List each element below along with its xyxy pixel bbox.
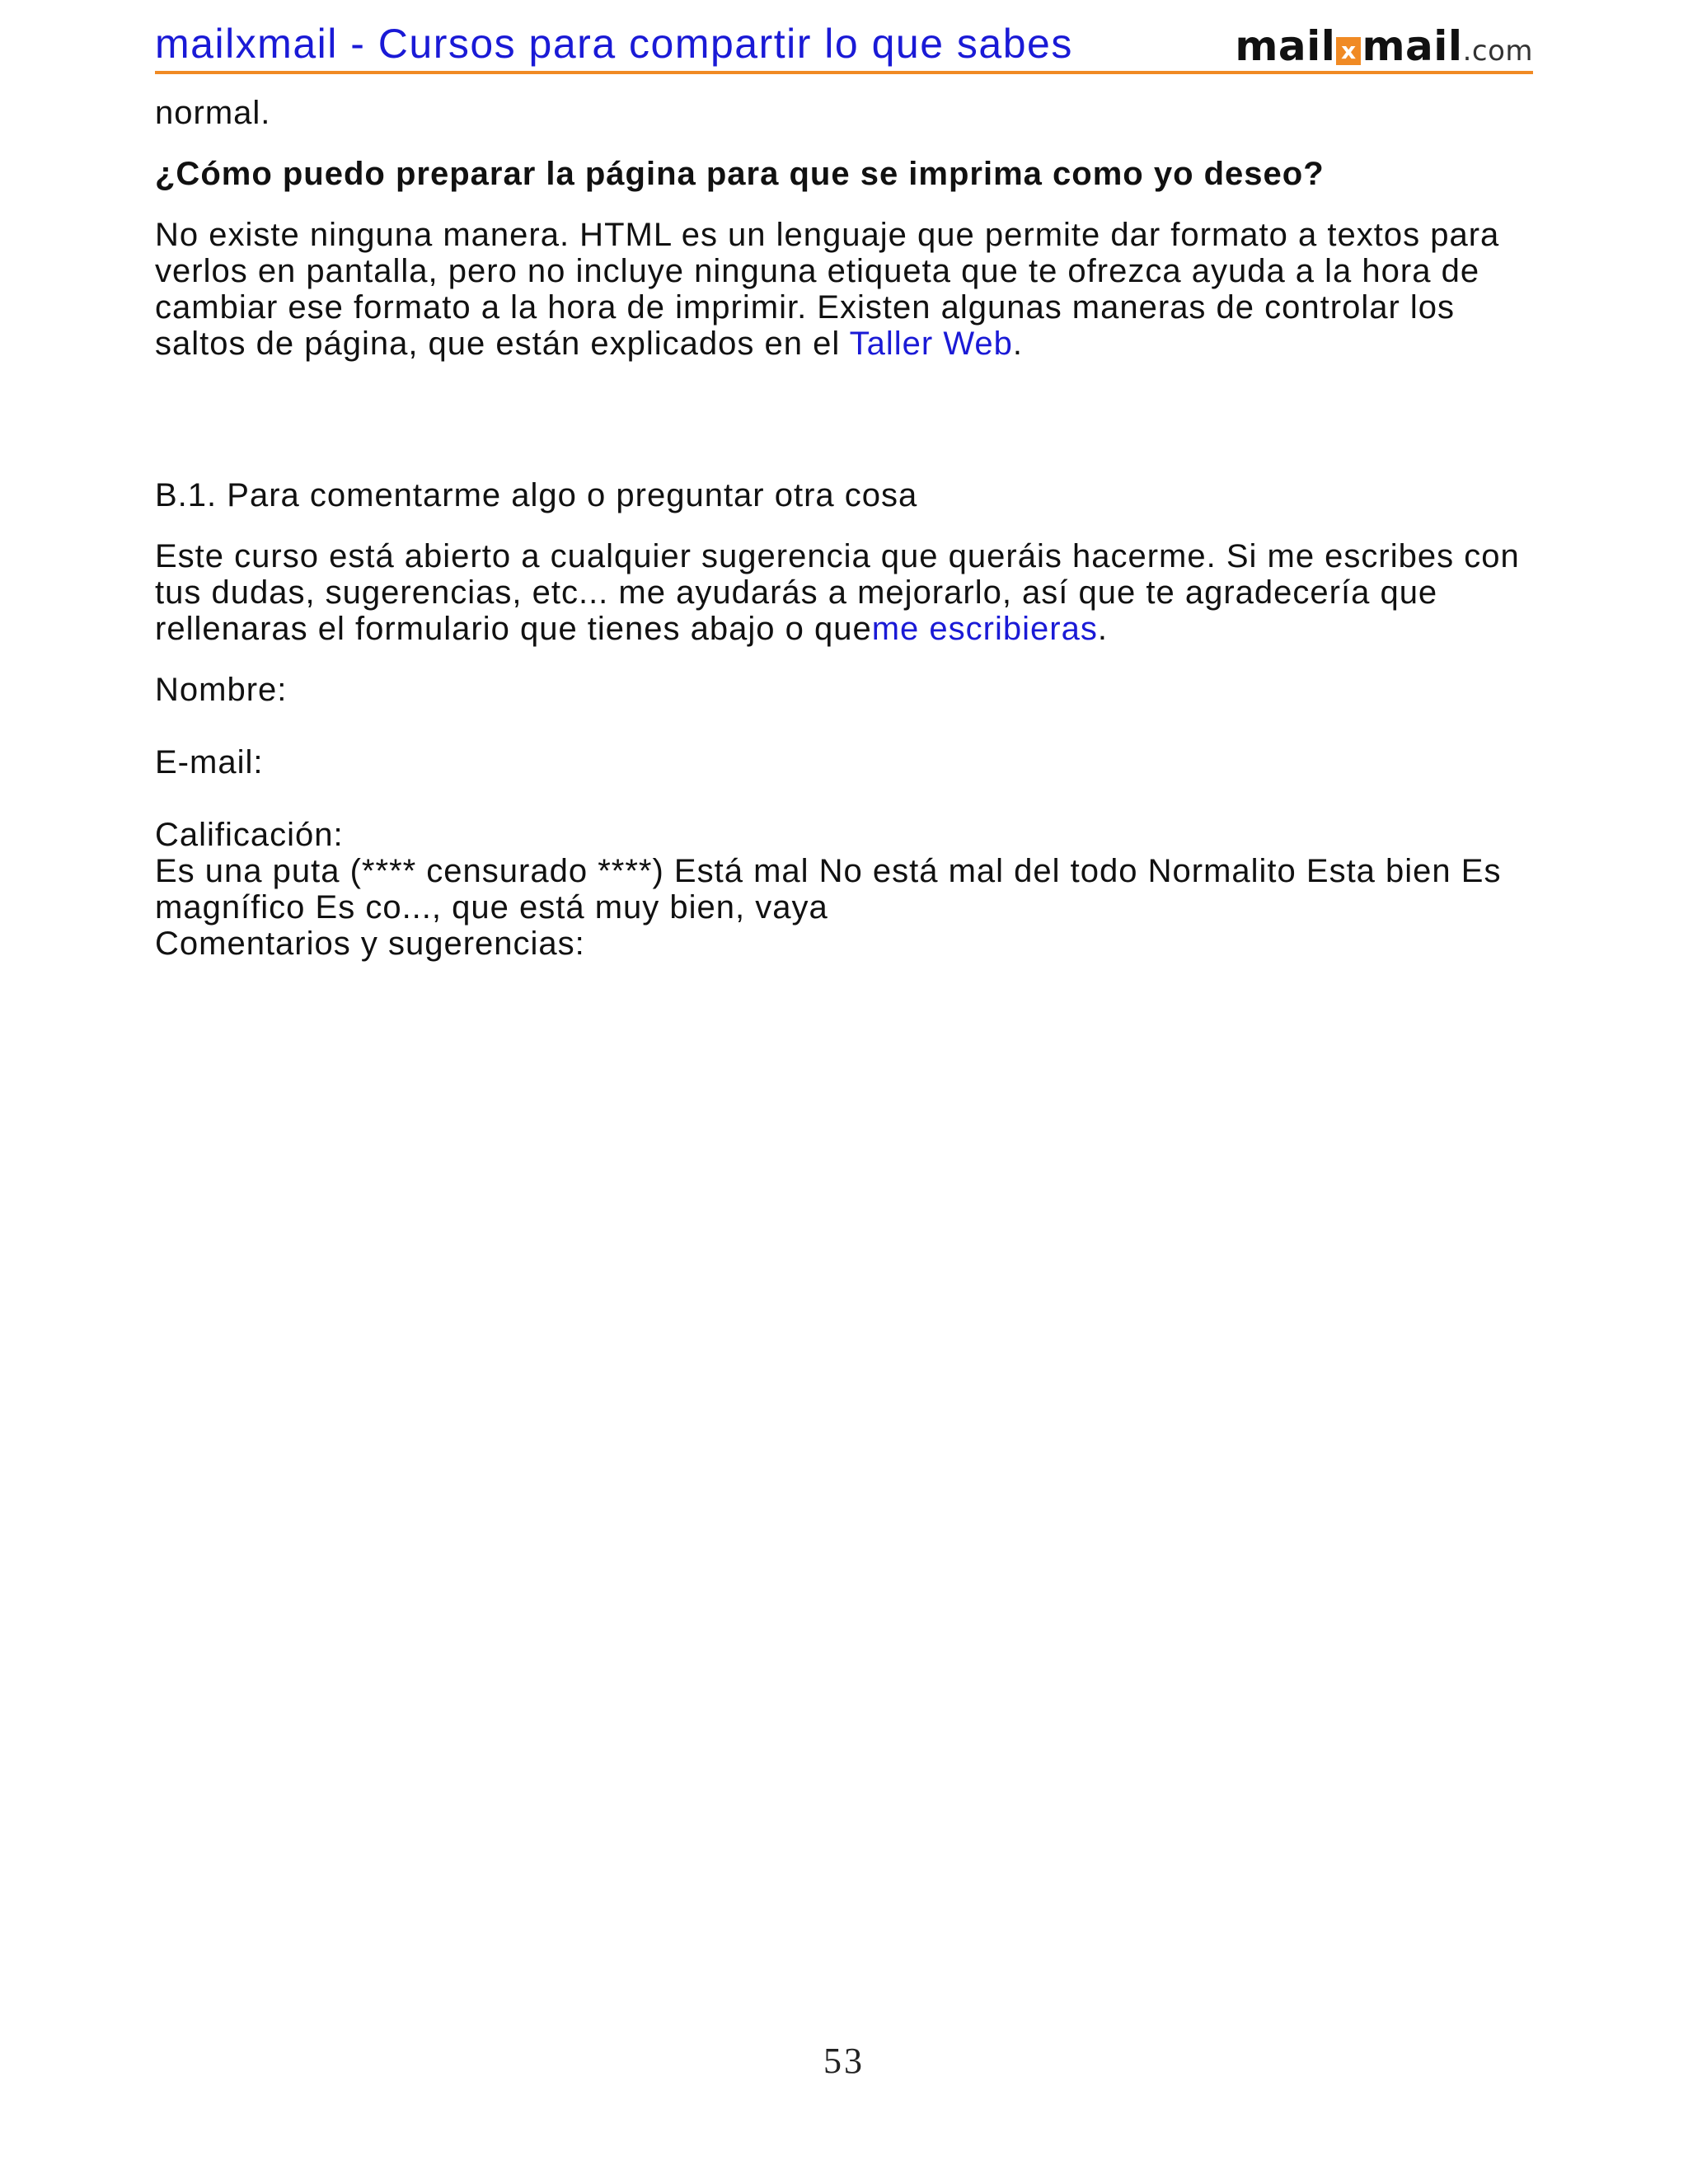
faq-answer (155, 217, 1540, 362)
main-content (155, 95, 1540, 962)
logo-tld: .com (1462, 35, 1533, 68)
section-paragraph (155, 538, 1540, 647)
form-rating-label: Calificación: (155, 817, 344, 853)
spacer (155, 387, 1540, 477)
header-title: mailxmail - Cursos para compartir lo que sabes (155, 21, 1073, 67)
continuation-text: normal. (155, 95, 271, 131)
form-comments-label: Comentarios y sugerencias: (155, 926, 585, 962)
section-text: Este curso está abierto a cualquier sugerencia que queráis hacerme. Si me escribes con tus dudas, sugerencias, etc... me ayudarás a mejorarlo, así que te agradecería que rellenaras el formulario que tienes abajo o que (155, 538, 1520, 647)
logo-text-mail: mail (1235, 22, 1336, 70)
taller-web-link[interactable]: Taller Web (849, 326, 1013, 362)
form-rating-options: Es una puta (**** censurado ****) Está mal No está mal del todo Normalito Esta bien Es magnífico Es co..., que está muy bien, vaya (155, 853, 1502, 926)
form-email-label: E-mail: (155, 744, 264, 780)
page-header (155, 15, 1533, 74)
logo-x-box: x (1336, 37, 1361, 65)
page-number: 53 (823, 2041, 865, 2081)
section-title: B.1. Para comentarme algo o preguntar otra cosa (155, 477, 918, 513)
faq-answer-text: No existe ninguna manera. HTML es un lenguaje que permite dar formato a textos para verlos en pantalla, pero no incluye ninguna etiqueta que te ofrezca ayuda a la hora de cambiar ese formato a la hora de imprimir. Existen algunas maneras de controlar los saltos de página, que están explicados en el (155, 217, 1500, 362)
contact-link[interactable]: me escribieras (871, 611, 1098, 647)
faq-question: ¿Cómo puedo preparar la página para que se imprima como yo deseo? (155, 156, 1325, 192)
form-name-label: Nombre: (155, 672, 288, 708)
logo-text-mail-2: mail (1362, 22, 1463, 70)
faq-answer-end: . (1012, 326, 1023, 362)
section-end: . (1097, 611, 1108, 647)
mailxmail-logo (1235, 23, 1533, 74)
